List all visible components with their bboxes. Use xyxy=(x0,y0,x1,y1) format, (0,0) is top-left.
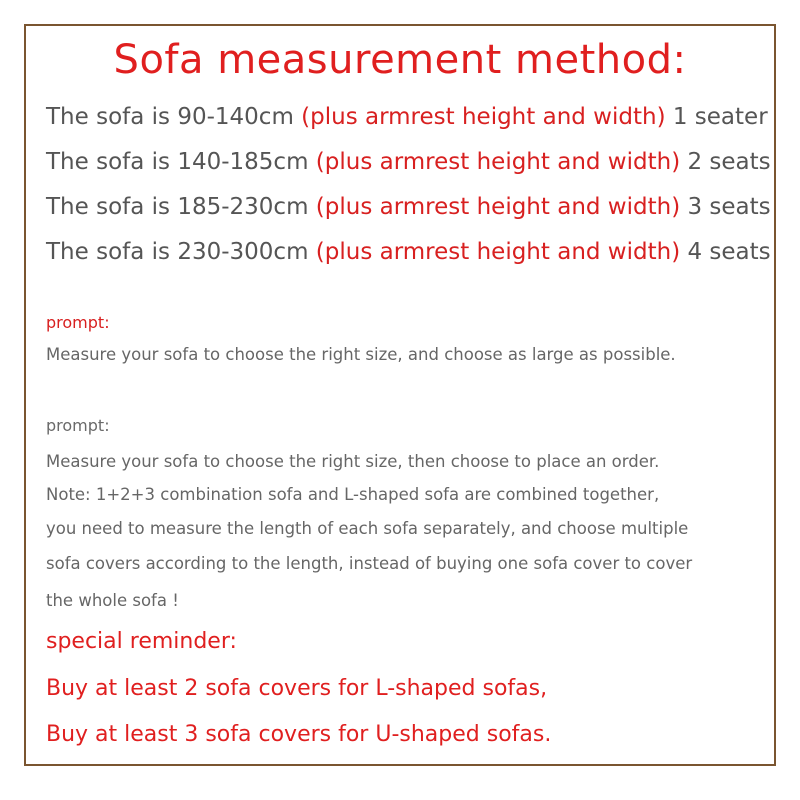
seat-count: 3 seats xyxy=(687,194,771,220)
special-reminder-title: special reminder: xyxy=(46,629,237,654)
size-line-3-seats xyxy=(46,192,776,222)
armrest-note: (plus armrest height and width) xyxy=(315,149,681,175)
size-range: The sofa is 90-140cm xyxy=(46,104,294,130)
size-range: The sofa is 185-230cm xyxy=(46,194,309,220)
prompt-text-2-line-4: sofa covers according to the length, instead of buying one sofa cover to cover xyxy=(46,554,693,573)
prompt-text-2-line-3: you need to measure the length of each sofa separately, and choose multiple xyxy=(46,519,689,538)
size-range: The sofa is 140-185cm xyxy=(46,149,309,175)
size-line-1-seater xyxy=(46,102,776,132)
size-line-2-seats xyxy=(46,147,776,177)
prompt-label-1: prompt: xyxy=(46,313,110,332)
prompt-text-2-line-1: Measure your sofa to choose the right size, then choose to place an order. xyxy=(46,452,660,471)
armrest-note: (plus armrest height and width) xyxy=(301,104,666,130)
seat-count: 2 seats xyxy=(687,149,771,175)
reminder-l-shaped: Buy at least 2 sofa covers for L-shaped sofas, xyxy=(46,676,548,701)
prompt-text-2-line-5: the whole sofa ! xyxy=(46,591,179,610)
seat-count: 1 seater xyxy=(672,104,768,130)
page-title: Sofa measurement method: xyxy=(113,37,687,83)
prompt-text-1: Measure your sofa to choose the right size, and choose as large as possible. xyxy=(46,345,676,364)
armrest-note: (plus armrest height and width) xyxy=(315,194,681,220)
seat-count: 4 seats xyxy=(687,239,771,265)
reminder-u-shaped: Buy at least 3 sofa covers for U-shaped sofas. xyxy=(46,722,552,747)
armrest-note: (plus armrest height and width) xyxy=(315,239,681,265)
prompt-label-2: prompt: xyxy=(46,416,110,435)
prompt-text-2-line-2: Note: 1+2+3 combination sofa and L-shaped sofa are combined together, xyxy=(46,485,660,504)
size-line-4-seats xyxy=(46,237,776,267)
size-range: The sofa is 230-300cm xyxy=(46,239,309,265)
